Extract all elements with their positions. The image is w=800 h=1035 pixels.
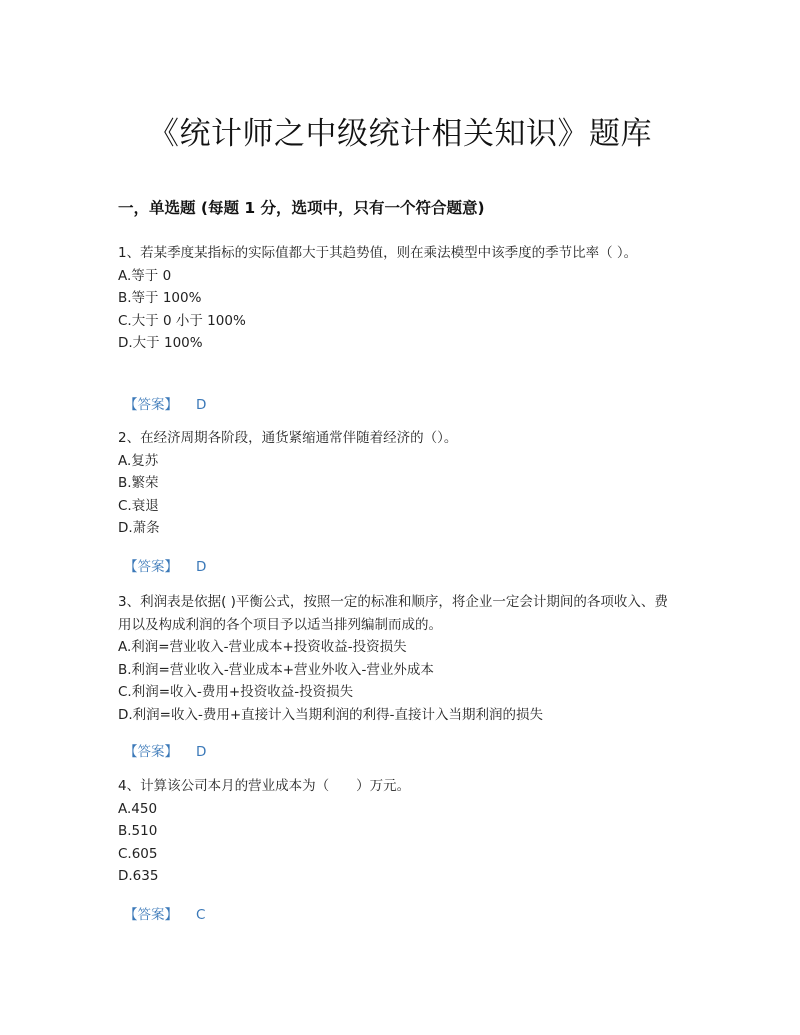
answer-label: 【答案】 <box>124 744 178 760</box>
answer-value: C <box>196 907 206 923</box>
question-stem: 3、利润表是依据( )平衡公式，按照一定的标准和顺序，将企业一定会计期间的各项收入、费用以及构成利润的各个项目予以适当排列编制而成的。 <box>118 594 668 633</box>
option-a: A.复苏 <box>118 452 159 469</box>
question-1 <box>118 242 674 355</box>
option-d: D.萧条 <box>118 520 160 536</box>
option-a: A.等于 0 <box>118 267 172 284</box>
question-stem: 1、若某季度某指标的实际值都大于其趋势值，则在乘法模型中该季度的季节比率（ ）。 <box>118 245 638 261</box>
option-c: C.大于 0 小于 100% <box>118 312 246 329</box>
answer-1 <box>124 393 206 413</box>
answer-value: D <box>196 397 207 413</box>
option-c: C.605 <box>118 845 158 862</box>
option-a: A.利润=营业收入-营业成本+投资收益-投资损失 <box>118 639 407 655</box>
answer-label: 【答案】 <box>124 559 178 575</box>
question-stem: 2、在经济周期各阶段，通货紧缩通常伴随着经济的（）。 <box>118 430 458 446</box>
answer-value: D <box>196 744 207 760</box>
answer-value: D <box>196 559 207 575</box>
option-b: B.繁荣 <box>118 475 159 491</box>
question-stem: 4、计算该公司本月的营业成本为（ ）万元。 <box>118 778 411 794</box>
option-d: D.利润=收入-费用+直接计入当期利润的利得-直接计入当期利润的损失 <box>118 706 544 723</box>
question-2 <box>118 427 674 540</box>
answer-3 <box>124 740 206 760</box>
answer-label: 【答案】 <box>124 397 178 413</box>
option-d: D.大于 100% <box>118 335 203 351</box>
answer-label: 【答案】 <box>124 907 178 923</box>
document-title: 《统计师之中级统计相关知识》题库 <box>148 116 652 152</box>
option-b: B.等于 100% <box>118 290 202 306</box>
option-d: D.635 <box>118 868 159 884</box>
question-3 <box>118 591 674 726</box>
section-heading: 一，单选题 (每题 1 分，选项中，只有一个符合题意) <box>118 199 485 217</box>
option-c: C.衰退 <box>118 497 159 514</box>
option-a: A.450 <box>118 800 158 817</box>
question-4 <box>118 775 674 888</box>
answer-2 <box>124 555 206 575</box>
option-b: B.利润=营业收入-营业成本+营业外收入-营业外成本 <box>118 661 434 678</box>
answer-4 <box>124 903 205 923</box>
option-b: B.510 <box>118 823 158 839</box>
option-c: C.利润=收入-费用+投资收益-投资损失 <box>118 684 354 700</box>
